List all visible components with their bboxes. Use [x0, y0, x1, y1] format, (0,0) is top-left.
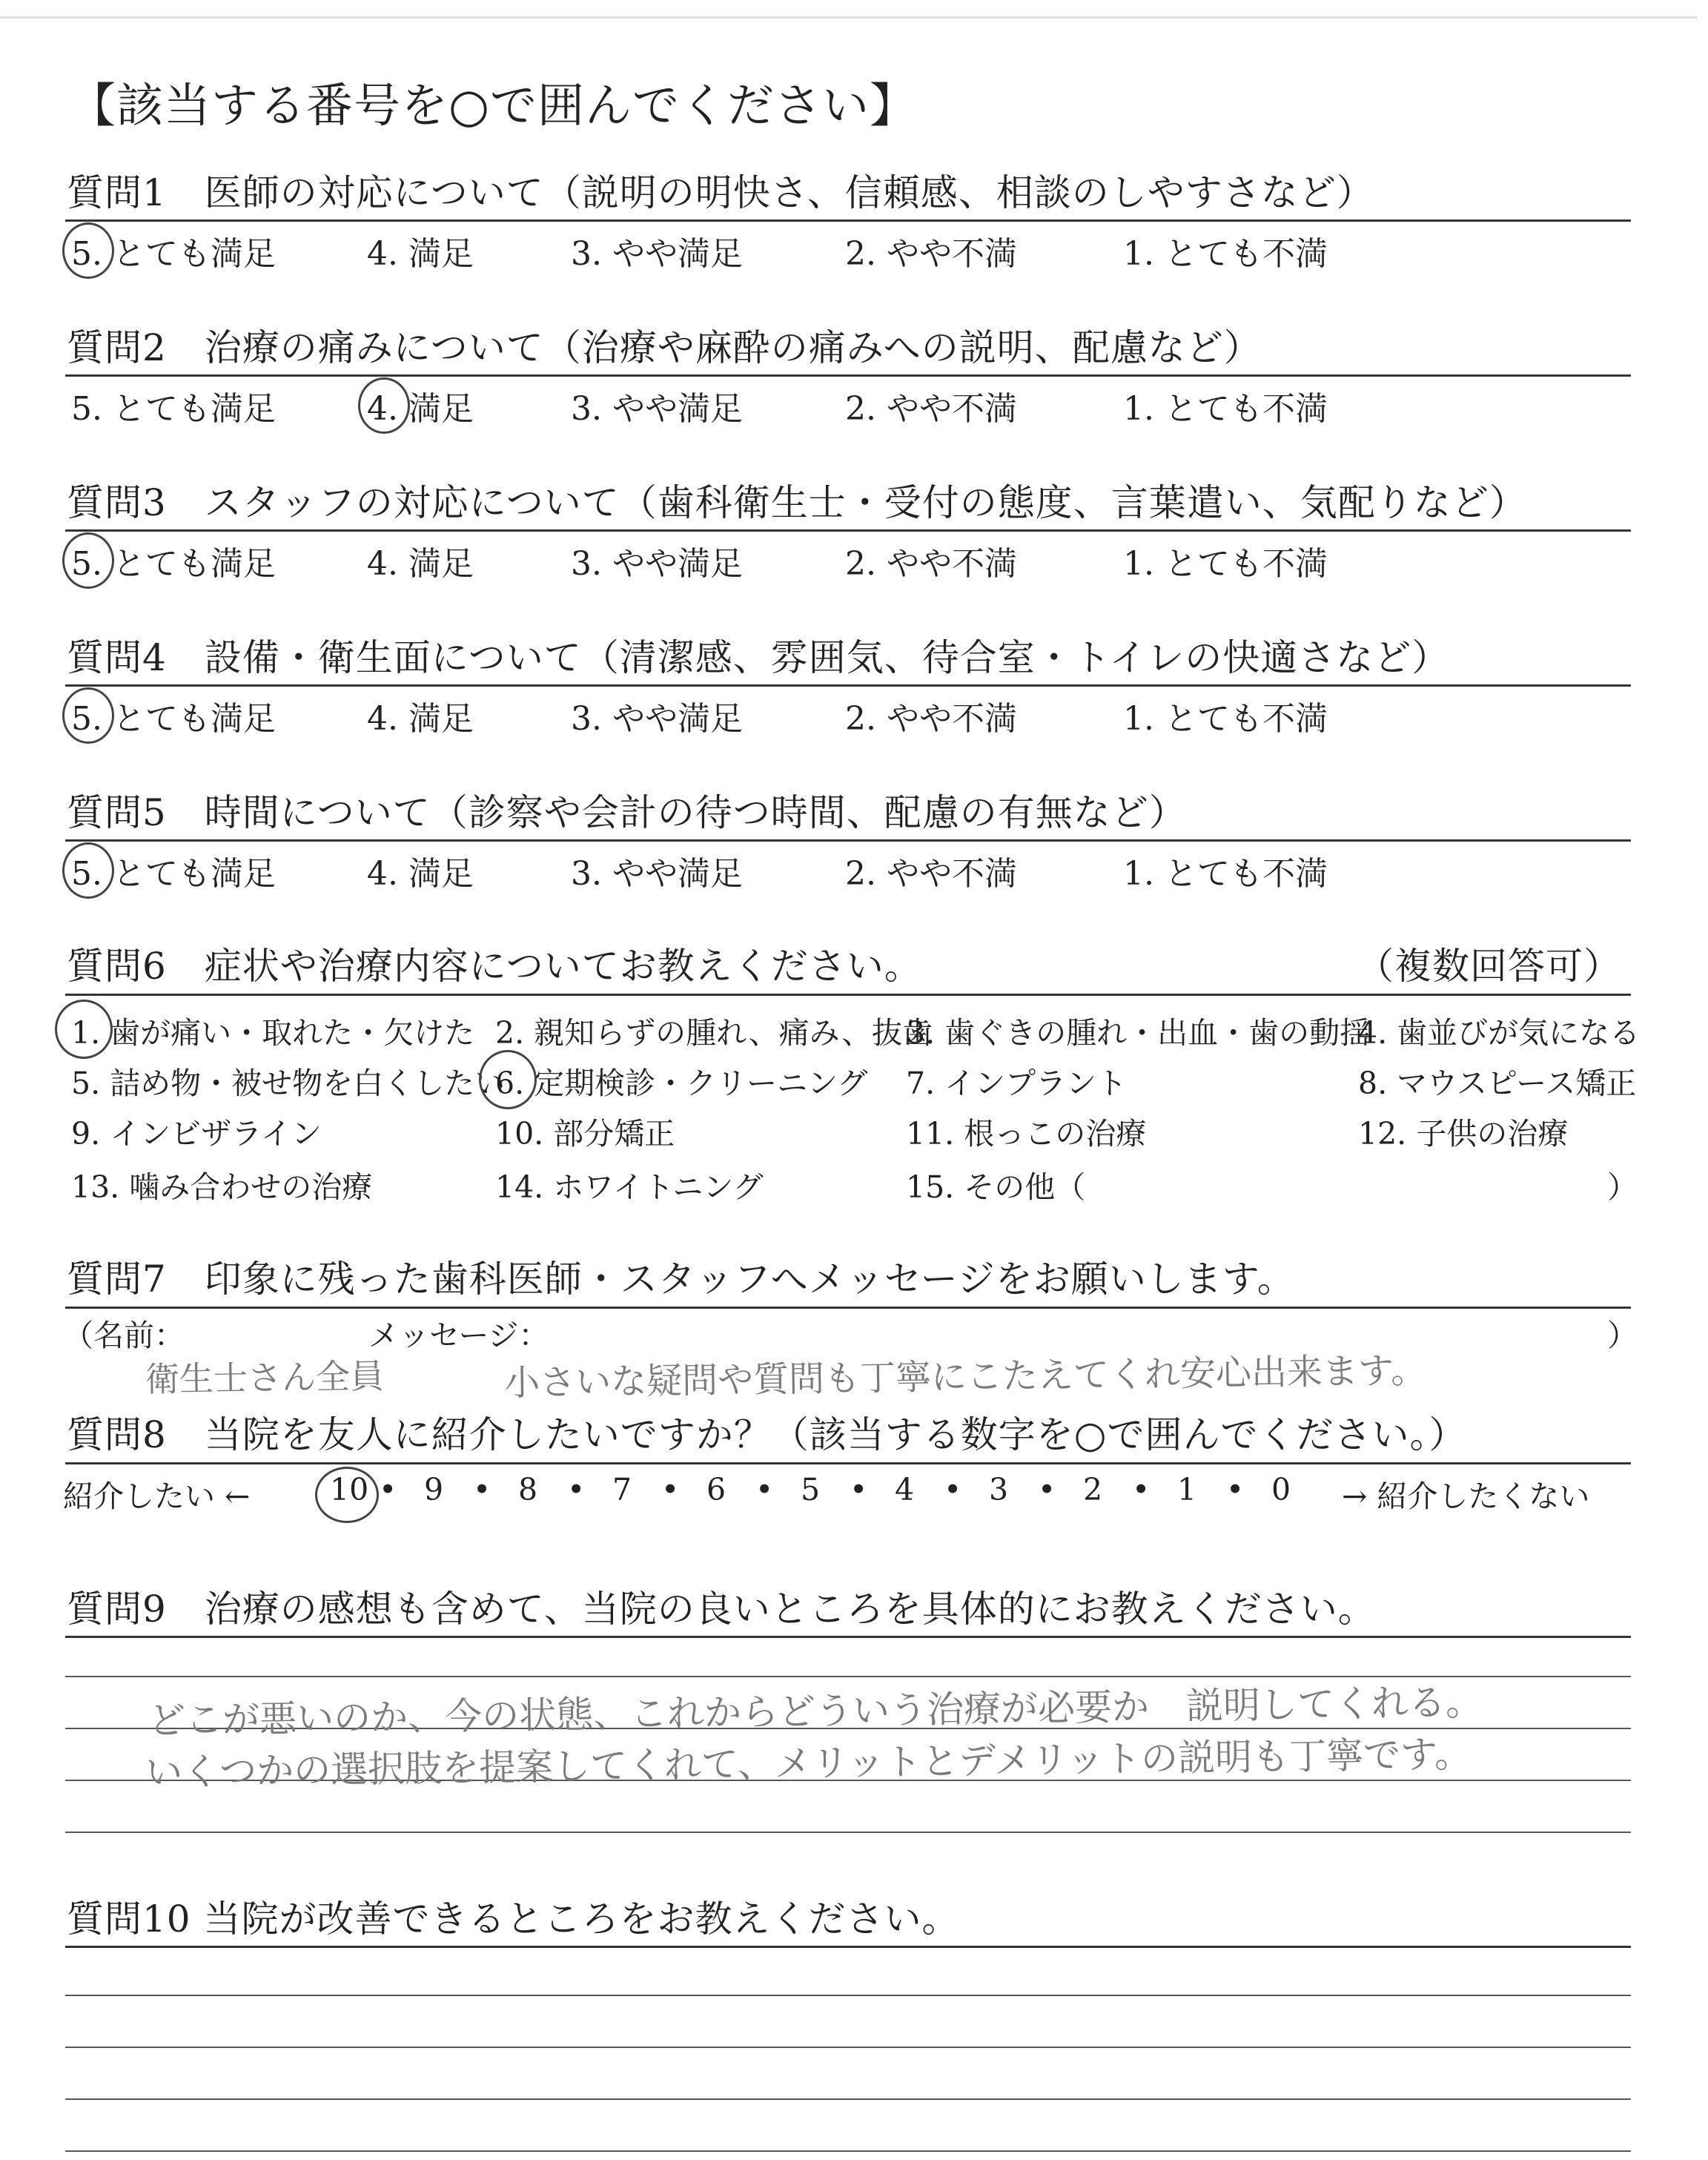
q6-item-6[interactable]: 6. 定期検診・クリーニング [495, 1066, 868, 1101]
q9-answer-line-2: いくつかの選択肢を提案してくれて、メリットとデメリットの説明も丁寧です。 [145, 1732, 1472, 1794]
q3-option-1[interactable]: 1. とても不満 [1123, 545, 1328, 583]
q6-item-7[interactable]: 7. インプラント [906, 1066, 1128, 1101]
q4-option-5[interactable]: 5. とても満足 [71, 700, 276, 738]
q6-item-13[interactable]: 13. 噛み合わせの治療 [71, 1169, 373, 1205]
q2-option-3[interactable]: 3. やや満足 [571, 390, 743, 428]
q7-message-label: メッセージ： [368, 1318, 549, 1353]
q3-option-3[interactable]: 3. やや満足 [571, 545, 743, 583]
q8-right-label: → 紹介したくない [1342, 1479, 1590, 1514]
q5-selection-circle [62, 842, 114, 899]
q8-scale-separator: • [473, 1472, 491, 1507]
q6-title: 質問6 症状や治療内容についてお教えください。 [67, 945, 922, 988]
q8-scale-4[interactable]: 4 [895, 1472, 915, 1507]
q8-scale-separator: • [850, 1472, 868, 1507]
q4-title: 質問4 設備・衛生面について（清潔感、雰囲気、待合室・トイレの快適さなど） [67, 636, 1450, 679]
q6-other-close-paren: ） [1607, 1169, 1638, 1205]
q1-option-2[interactable]: 2. やや不満 [845, 235, 1017, 273]
q8-scale-0[interactable]: 0 [1271, 1472, 1291, 1507]
q7-close-paren: ） [1607, 1318, 1638, 1353]
q8-scale-10[interactable]: 10 [330, 1472, 369, 1507]
q3-option-5[interactable]: 5. とても満足 [71, 545, 276, 583]
q4-option-4[interactable]: 4. 満足 [367, 700, 474, 738]
q5-option-4[interactable]: 4. 満足 [367, 855, 474, 893]
q2-option-4[interactable]: 4. 満足 [367, 390, 474, 428]
q4-option-2[interactable]: 2. やや不満 [845, 700, 1017, 738]
q1-title: 質問1 医師の対応について（説明の明快さ、信頼感、相談のしやすさなど） [67, 171, 1374, 214]
q8-scale-separator: • [567, 1472, 586, 1507]
q6-item-5[interactable]: 5. 詰め物・被せ物を白くしたい [71, 1066, 506, 1101]
q3-option-2[interactable]: 2. やや不満 [845, 545, 1017, 583]
q6-item-1[interactable]: 1. 歯が痛い・取れた・欠けた [71, 1015, 475, 1051]
q2-option-5[interactable]: 5. とても満足 [71, 390, 276, 428]
q8-left-label: 紹介したい ← [63, 1479, 251, 1514]
page-header: 【該当する番号を○で囲んでください】 [69, 79, 917, 133]
q5-option-2[interactable]: 2. やや不満 [845, 855, 1017, 893]
q3-title: 質問3 スタッフの対応について（歯科衛生士・受付の態度、言葉遣い、気配りなど） [67, 481, 1527, 524]
q1-option-3[interactable]: 3. やや満足 [571, 235, 743, 273]
q6-item-14[interactable]: 14. ホワイトニング [495, 1169, 764, 1205]
q2-selection-circle [358, 377, 410, 434]
q6-item-4[interactable]: 4. 歯並びが気になる [1358, 1015, 1641, 1051]
q6-item-10[interactable]: 10. 部分矯正 [495, 1116, 675, 1152]
q8-scale-3[interactable]: 3 [989, 1472, 1009, 1507]
q7-name-handwriting: 衛生士さん全員 [145, 1355, 385, 1400]
q1-option-1[interactable]: 1. とても不満 [1123, 235, 1328, 273]
q6-item-12[interactable]: 12. 子供の治療 [1358, 1116, 1569, 1152]
q8-scale-separator: • [944, 1472, 962, 1507]
q8-scale-9[interactable]: 9 [424, 1472, 444, 1507]
q8-selection-circle [315, 1467, 379, 1523]
q8-scale-separator: • [379, 1472, 397, 1507]
q7-title: 質問7 印象に残った歯科医師・スタッフへメッセージをお願いします。 [67, 1258, 1295, 1301]
q8-scale-6[interactable]: 6 [706, 1472, 726, 1507]
q8-scale-7[interactable]: 7 [612, 1472, 632, 1507]
q8-scale-separator: • [1132, 1472, 1151, 1507]
q6-item-2[interactable]: 2. 親知らずの腫れ、痛み、抜歯 [495, 1015, 933, 1051]
q10-title: 質問10 当院が改善できるところをお教えください。 [67, 1898, 960, 1941]
q2-option-2[interactable]: 2. やや不満 [845, 390, 1017, 428]
q8-scale-1[interactable]: 1 [1177, 1472, 1197, 1507]
q6-item-11[interactable]: 11. 根っこの治療 [906, 1116, 1147, 1152]
q8-scale-5[interactable]: 5 [801, 1472, 821, 1507]
q4-selection-circle [62, 687, 114, 744]
q6-item-3[interactable]: 3. 歯ぐきの腫れ・出血・歯の動揺 [906, 1015, 1371, 1051]
q6-note: （複数回答可） [1357, 945, 1621, 988]
q5-option-5[interactable]: 5. とても満足 [71, 855, 276, 893]
q2-option-1[interactable]: 1. とても不満 [1123, 390, 1328, 428]
q6-item-9[interactable]: 9. インビザライン [71, 1116, 322, 1152]
q5-option-1[interactable]: 1. とても不満 [1123, 855, 1328, 893]
q8-scale-separator: • [661, 1472, 680, 1507]
q1-selection-circle [62, 222, 114, 279]
q8-scale-separator: • [1038, 1472, 1056, 1507]
top-edge-line [0, 16, 1698, 19]
q8-scale-2[interactable]: 2 [1083, 1472, 1103, 1507]
q5-option-3[interactable]: 3. やや満足 [571, 855, 743, 893]
q9-title: 質問9 治療の感想も含めて、当院の良いところを具体的にお教えください。 [67, 1588, 1376, 1631]
q1-option-5[interactable]: 5. とても満足 [71, 235, 276, 273]
q6-selection-circle [55, 1000, 113, 1059]
q7-message-handwriting: 小さいな疑問や質問も丁寧にこたえてくれ安心出来ます。 [503, 1350, 1427, 1404]
q8-scale-separator: • [755, 1472, 774, 1507]
q6-selection-circle [479, 1050, 537, 1109]
q7-name-label: （名前： [63, 1318, 185, 1353]
q2-title: 質問2 治療の痛みについて（治療や麻酔の痛みへの説明、配慮など） [67, 326, 1262, 369]
q8-scale-8[interactable]: 8 [518, 1472, 538, 1507]
q4-option-1[interactable]: 1. とても不満 [1123, 700, 1328, 738]
q5-title: 質問5 時間について（診察や会計の待つ時間、配慮の有無など） [67, 791, 1187, 834]
q4-option-3[interactable]: 3. やや満足 [571, 700, 743, 738]
q9-answer-line-1: どこが悪いのか、今の状態、これからどういう治療が必要か 説明してくれる。 [148, 1680, 1483, 1743]
q8-scale-separator: • [1226, 1472, 1245, 1507]
q3-selection-circle [62, 532, 114, 589]
q6-item-8[interactable]: 8. マウスピース矯正 [1358, 1066, 1637, 1101]
q1-option-4[interactable]: 4. 満足 [367, 235, 474, 273]
q3-option-4[interactable]: 4. 満足 [367, 545, 474, 583]
q6-item-15[interactable]: 15. その他（ [906, 1169, 1086, 1205]
q8-title: 質問8 当院を友人に紹介したいですか？（該当する数字を○で囲んでください。） [67, 1413, 1467, 1456]
